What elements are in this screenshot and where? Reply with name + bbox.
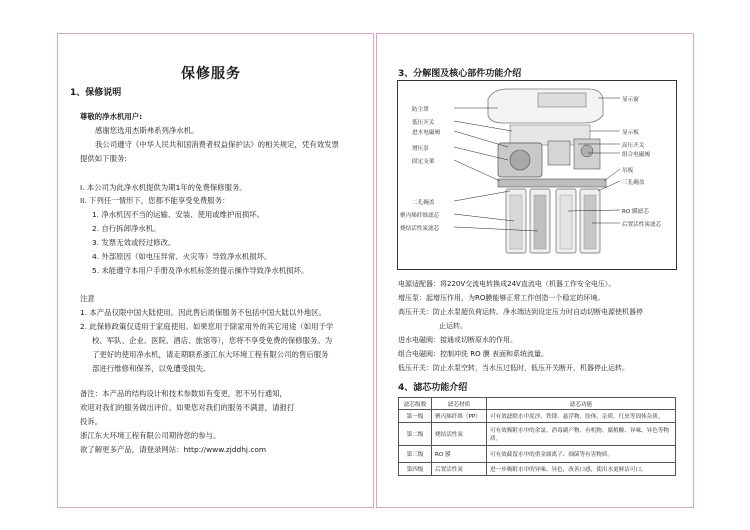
function-line: 组合电磁阀：控制冲洗 RO 膜 表面和系统流量。 — [398, 350, 549, 358]
function-line: 增压泵：起增压作用，为RO膜能够正常工作创造一个稳定的环境。 — [398, 294, 605, 302]
table-row — [399, 423, 676, 446]
table-cell: 可有效滤除水中泥沙、铁锈、悬浮物、胶体、杂质、红虫等固体杂质。 — [487, 410, 676, 423]
note-line: 2. 此保修政策仅适用于家庭使用。如果您用于除家用外的其它用途（如用于学 — [80, 322, 334, 331]
table-cell: 第三级 — [399, 446, 432, 463]
filter-table — [398, 397, 676, 476]
exclusion-item: 3. 发票无效或经过修改。 — [92, 238, 176, 247]
label-booster-pump: 增压泵 — [412, 146, 429, 152]
remark-line: 投诉。 — [80, 417, 103, 426]
intro-line: 我公司遵守《中华人民共和国消费者权益保护法》的相关规定，凭有效发票 — [95, 140, 339, 149]
label-mount-bracket: 固定支架 — [412, 159, 435, 165]
table-header-row — [399, 398, 676, 410]
exclusion-item: 2. 自行拆卸净水机。 — [92, 224, 161, 233]
exclusion-item: 4. 外部原因（如电压异常、火灾等）导致净水机损坏。 — [92, 252, 272, 261]
table-cell: 第二级 — [399, 423, 432, 446]
table-header: 滤芯材质 — [432, 398, 487, 410]
label-post-carbon-filter: 后置活性炭滤芯 — [622, 222, 662, 228]
table-cell: 第一级 — [399, 410, 432, 423]
table-cell: 进一步吸附水中的异味、异色，改善口感，使出水更鲜洁可口。 — [487, 463, 676, 476]
note-line: 了更好的使用净水机，请走期联系浙江东大环境工程有限公司的售后服务 — [92, 350, 329, 359]
note-line: 部进行维修和保养，以免遭受损失。 — [92, 364, 211, 373]
table-header: 滤芯功能 — [487, 398, 676, 410]
label-combo-valve: 组合电磁阀 — [622, 152, 650, 158]
label-carbon-filter: 烧结活性炭滤芯 — [400, 226, 440, 232]
function-line: 进水电磁阀：接通或切断原水的作用。 — [398, 336, 517, 344]
page-title: 保修服务 — [181, 66, 241, 82]
filter-section-heading: 4、滤芯功能介绍 — [398, 383, 468, 393]
note-line: 1. 本产品仅限中国大陆使用。因此售后质保服务不包括中国大陆以外地区。 — [80, 308, 326, 317]
label-display-board: 显示板 — [622, 130, 639, 136]
purifier-illustration — [398, 81, 678, 271]
note-line: 校、军队、企业、医院、酒店、旅馆等），您将不享受免费的保修服务。为 — [92, 336, 333, 345]
table-cell: 第四级 — [399, 463, 432, 476]
label-pp-filter: 聚丙烯纤维滤芯 — [400, 213, 440, 219]
label-two-hole-cap: 二孔碗盖 — [412, 200, 435, 206]
table-cell: 烧结活性炭 — [432, 423, 487, 446]
website-line: 欲了解更多产品，请登录网站：http://www.zjddhj.com — [80, 445, 267, 454]
table-cell: 可有效截留水中的重金属离子、细菌等有害物质。 — [487, 446, 676, 463]
function-line: 高压开关：防止水泵超负荷运转。净水端达到设定压力时自动切断电源使机器停 — [398, 308, 643, 316]
label-three-hole-cap: 三孔碗盖 — [622, 180, 645, 186]
exclusion-item: 5. 未能遵守本用户手册及净水机标签的提示操作导致净水机损坏。 — [92, 266, 309, 275]
clause: II. 下列任一情形下，您都不能享受免费服务： — [80, 196, 230, 205]
function-line: 止运转。 — [439, 322, 467, 330]
table-row — [399, 410, 676, 423]
table-cell: 后置活性炭 — [432, 463, 487, 476]
label-dust-cover: 防尘罩 — [412, 107, 429, 113]
table-cell: 聚丙烯纤维（PP） — [432, 410, 487, 423]
remark-line: 欢迎对我们的服务做出评价。如果您对我们的服务不满意，请报打 — [80, 403, 295, 412]
intro-line: 提供如下服务: — [80, 154, 127, 163]
intro-line: 感谢您选用杰斯弗系列净水机。 — [95, 126, 199, 135]
label-hanging-plate: 吊板 — [622, 168, 634, 174]
remark-line: 浙江东大环境工程有限公司期待您的参与。 — [80, 431, 221, 440]
label-high-pressure-switch: 高压开关 — [622, 143, 645, 149]
table-row — [399, 446, 676, 463]
label-display-window: 显示窗 — [622, 97, 639, 103]
label-ro-filter: RO 膜滤芯 — [622, 209, 649, 215]
exploded-diagram — [397, 80, 677, 270]
label-low-pressure-switch: 低压开关 — [412, 120, 435, 126]
table-cell: 可有效吸附水中的余氯、消毒副产物、有机物、腐植酸、异味、异色等物质。 — [487, 423, 676, 446]
table-cell: RO 膜 — [432, 446, 487, 463]
note-title: 注意 — [80, 294, 95, 303]
table-row — [399, 463, 676, 476]
warranty-section-heading: 1、保修说明 — [70, 88, 122, 98]
label-inlet-valve: 进水电磁阀 — [412, 130, 440, 136]
left-page — [57, 33, 374, 508]
remark-line: 备注：本产品的结构设计和技术参数如有变更，恕不另行通知， — [80, 389, 287, 398]
right-page — [376, 33, 694, 508]
function-line: 电源适配器：将220V交流电转换成24V直流电（机器工作安全电压）。 — [398, 280, 616, 288]
exploded-view-heading: 3、分解图及核心部件功能介绍 — [398, 69, 522, 79]
clause: I. 本公司为此净水机提供为期1年的免费保修服务。 — [80, 183, 247, 192]
function-line: 低压开关：防止水泵空转，当水压过低时，低压开关断开，机器停止运转。 — [398, 364, 629, 372]
table-header: 滤芯级数 — [399, 398, 432, 410]
greeting: 尊敬的净水机用户: — [80, 112, 143, 121]
exclusion-item: 1. 净水机因不当的运输、安装、使用或维护而损坏。 — [92, 210, 264, 219]
